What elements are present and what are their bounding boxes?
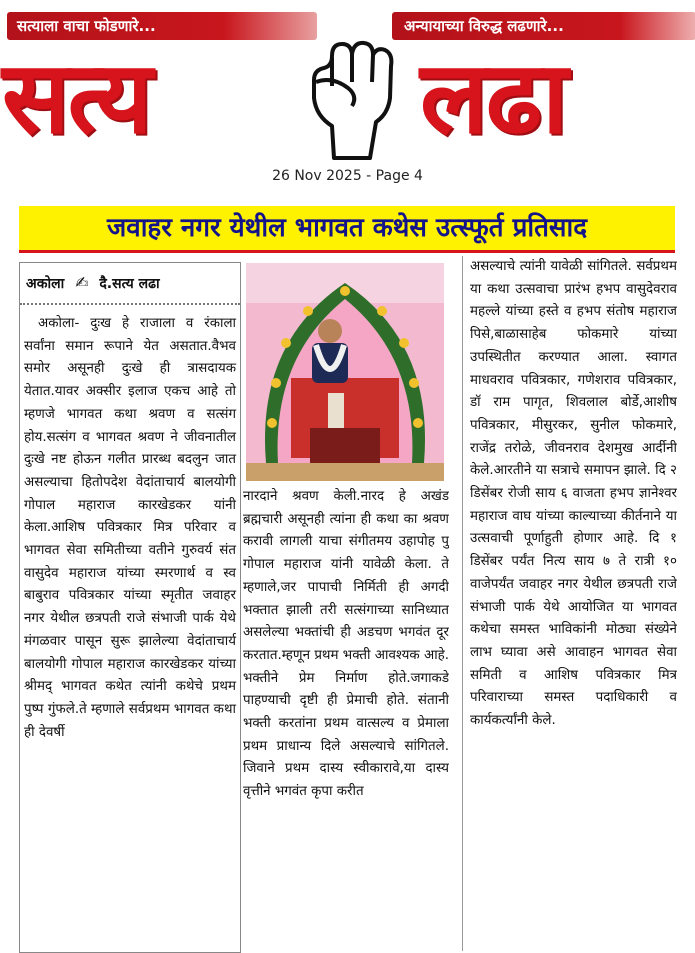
fist-logo-icon [302,36,402,160]
date-line: 26 Nov 2025 - Page 4 [272,168,423,184]
article-paragraph-2: नारदाने श्रवण केली.नारद हे अखंड ब्रह्मचारी असूनही त्यांना ही कथा का श्रवण करावी लागली याचा संगीतमय उहापोह पु गोपाल महाराज यांनी यावेळी केला. ते म्हणाले,जर पापाची निर्मिती ही अगदी भक्तात झाली तरी सत्संगाच्या सानिध्यात असलेल्या भक्तांची ही अडचण भगवंत दूर करतात.म्हणून प्रथम भक्ती आवश्यक आहे. भक्तीने प्रेम निर्माण होते.जगाकडे पाहण्याची दृष्टी ही प्रेमाची होते. संतानी भक्ती करतांना प्रथम वात्सल्य व प्रेमाला प्रथम प्राधान्य दिले असल्याचे सांगितले. जिवाने प्रथम दास्य स्वीकारावे,या दास्य वृत्तीने भगवंत कृपा करीत [243,489,449,800]
kathā-stage-photo [246,263,444,481]
masthead-tagline-left: सत्याला वाचा फोडणारे... [7,12,317,40]
byline-place: अकोला [26,276,65,292]
masthead [0,36,695,162]
article-photo [246,263,444,481]
masthead-title-part1: सत्य [2,38,151,156]
article-headline: जवाहर नगर येथील भागवत कथेस उत्स्फूर्त प्रतिसाद [19,206,675,253]
article-column-2 [243,486,449,951]
article-paragraph-1: अकोला- दुःख हे राजाला व रंकाला सर्वांना समान रूपाने येत असतात.वैभव समोर असूनही दुःखे ही त्रासदायक येतात.यावर अक्सीर इलाज एकच आहे तो म्हणजे भागवत कथा श्रवण व सत्संग होय.सत्संग व भागवत श्रवण ने जीवनातील दुःखे नष्ट होऊन गलीत प्रारब्ध बदलुन जात असल्याचा हितोपदेश वेदांताचार्य बालयोगी गोपाल महाराज कारखेडकर यांनी केला.आशिष पवित्रकार मित्र परिवार व भागवत सेवा समितीच्या वतीने गुरुवर्य संत वासुदेव महाराज यांच्या स्मरणार्थ व स्व बाबुराव पवित्रकार यांच्या स्मृतीत जवाहर नगर येथील छत्रपती राजे संभाजी पार्क येथे मंगळवार पासून सुरू झालेल्या वेदांताचार्य बालयोगी गोपाल महाराज कारखेडकर यांच्या श्रीमद् भागवत कथेत त्यांनी कथेचे प्रथम पुष्प गुंफले.ते म्हणाले सर्वप्रथम भागवत कथा ही देवर्षी [24,316,236,740]
article-paragraph-3: असल्याचे त्यांनी यावेळी सांगितले. सर्वप्रथम या कथा उत्सवाचा प्रारंभ हभप वासुदेवराव महल्ले यांच्या हस्ते व हभप संतोष महाराज पिसे,बाळासाहेब फोकमारे यांच्या उपस्थितीत करण्यात आला. स्वागत माधवराव पवित्रकार, गणेशराव पवित्रकार, डॉ राम पागृत, शिवलाल बोर्डे,आशीष पवित्रकार, मीसुरकर, सुनील फोकमारे, राजेंद्र तरोळे, जीवनराव देशमुख आर्दीनी केले.आरतीने या सत्राचे समापन झाले. दि २ डिसेंबर रोजी साय ६ वाजता हभप ज्ञानेश्वर महाराज वाघ यांच्या काल्याच्या कीर्तनाने या उत्सवाची पूर्णाहुती होणार आहे. दि १ डिसेंबर पर्यंत नित्य साय ७ ते रात्री १० वाजेपर्यंत जवाहर नगर येथील छत्रपती राजे संभाजी पार्क येथे आयोजित या भागवत कथेचा समस्त भाविकांनी मोठ्या संख्येने लाभ घ्यावा असे आवाहन भागवत सेवा समिती व आशिष पवित्रकार मित्र परिवाराच्या समस्त पदाधिकारी व कार्यकर्त्यांनी केले. [470,259,677,729]
pen-icon: ✍ [75,273,89,292]
byline-source: दै.सत्य लढा [99,276,160,292]
masthead-title-part2: लढा [420,38,566,156]
article-column-1 [19,262,241,953]
article-byline [20,263,240,305]
article-column-3 [470,256,677,951]
column-divider [462,256,463,951]
masthead-tagline-right: अन्यायाच्या विरुद्ध लढणारे... [392,12,695,40]
